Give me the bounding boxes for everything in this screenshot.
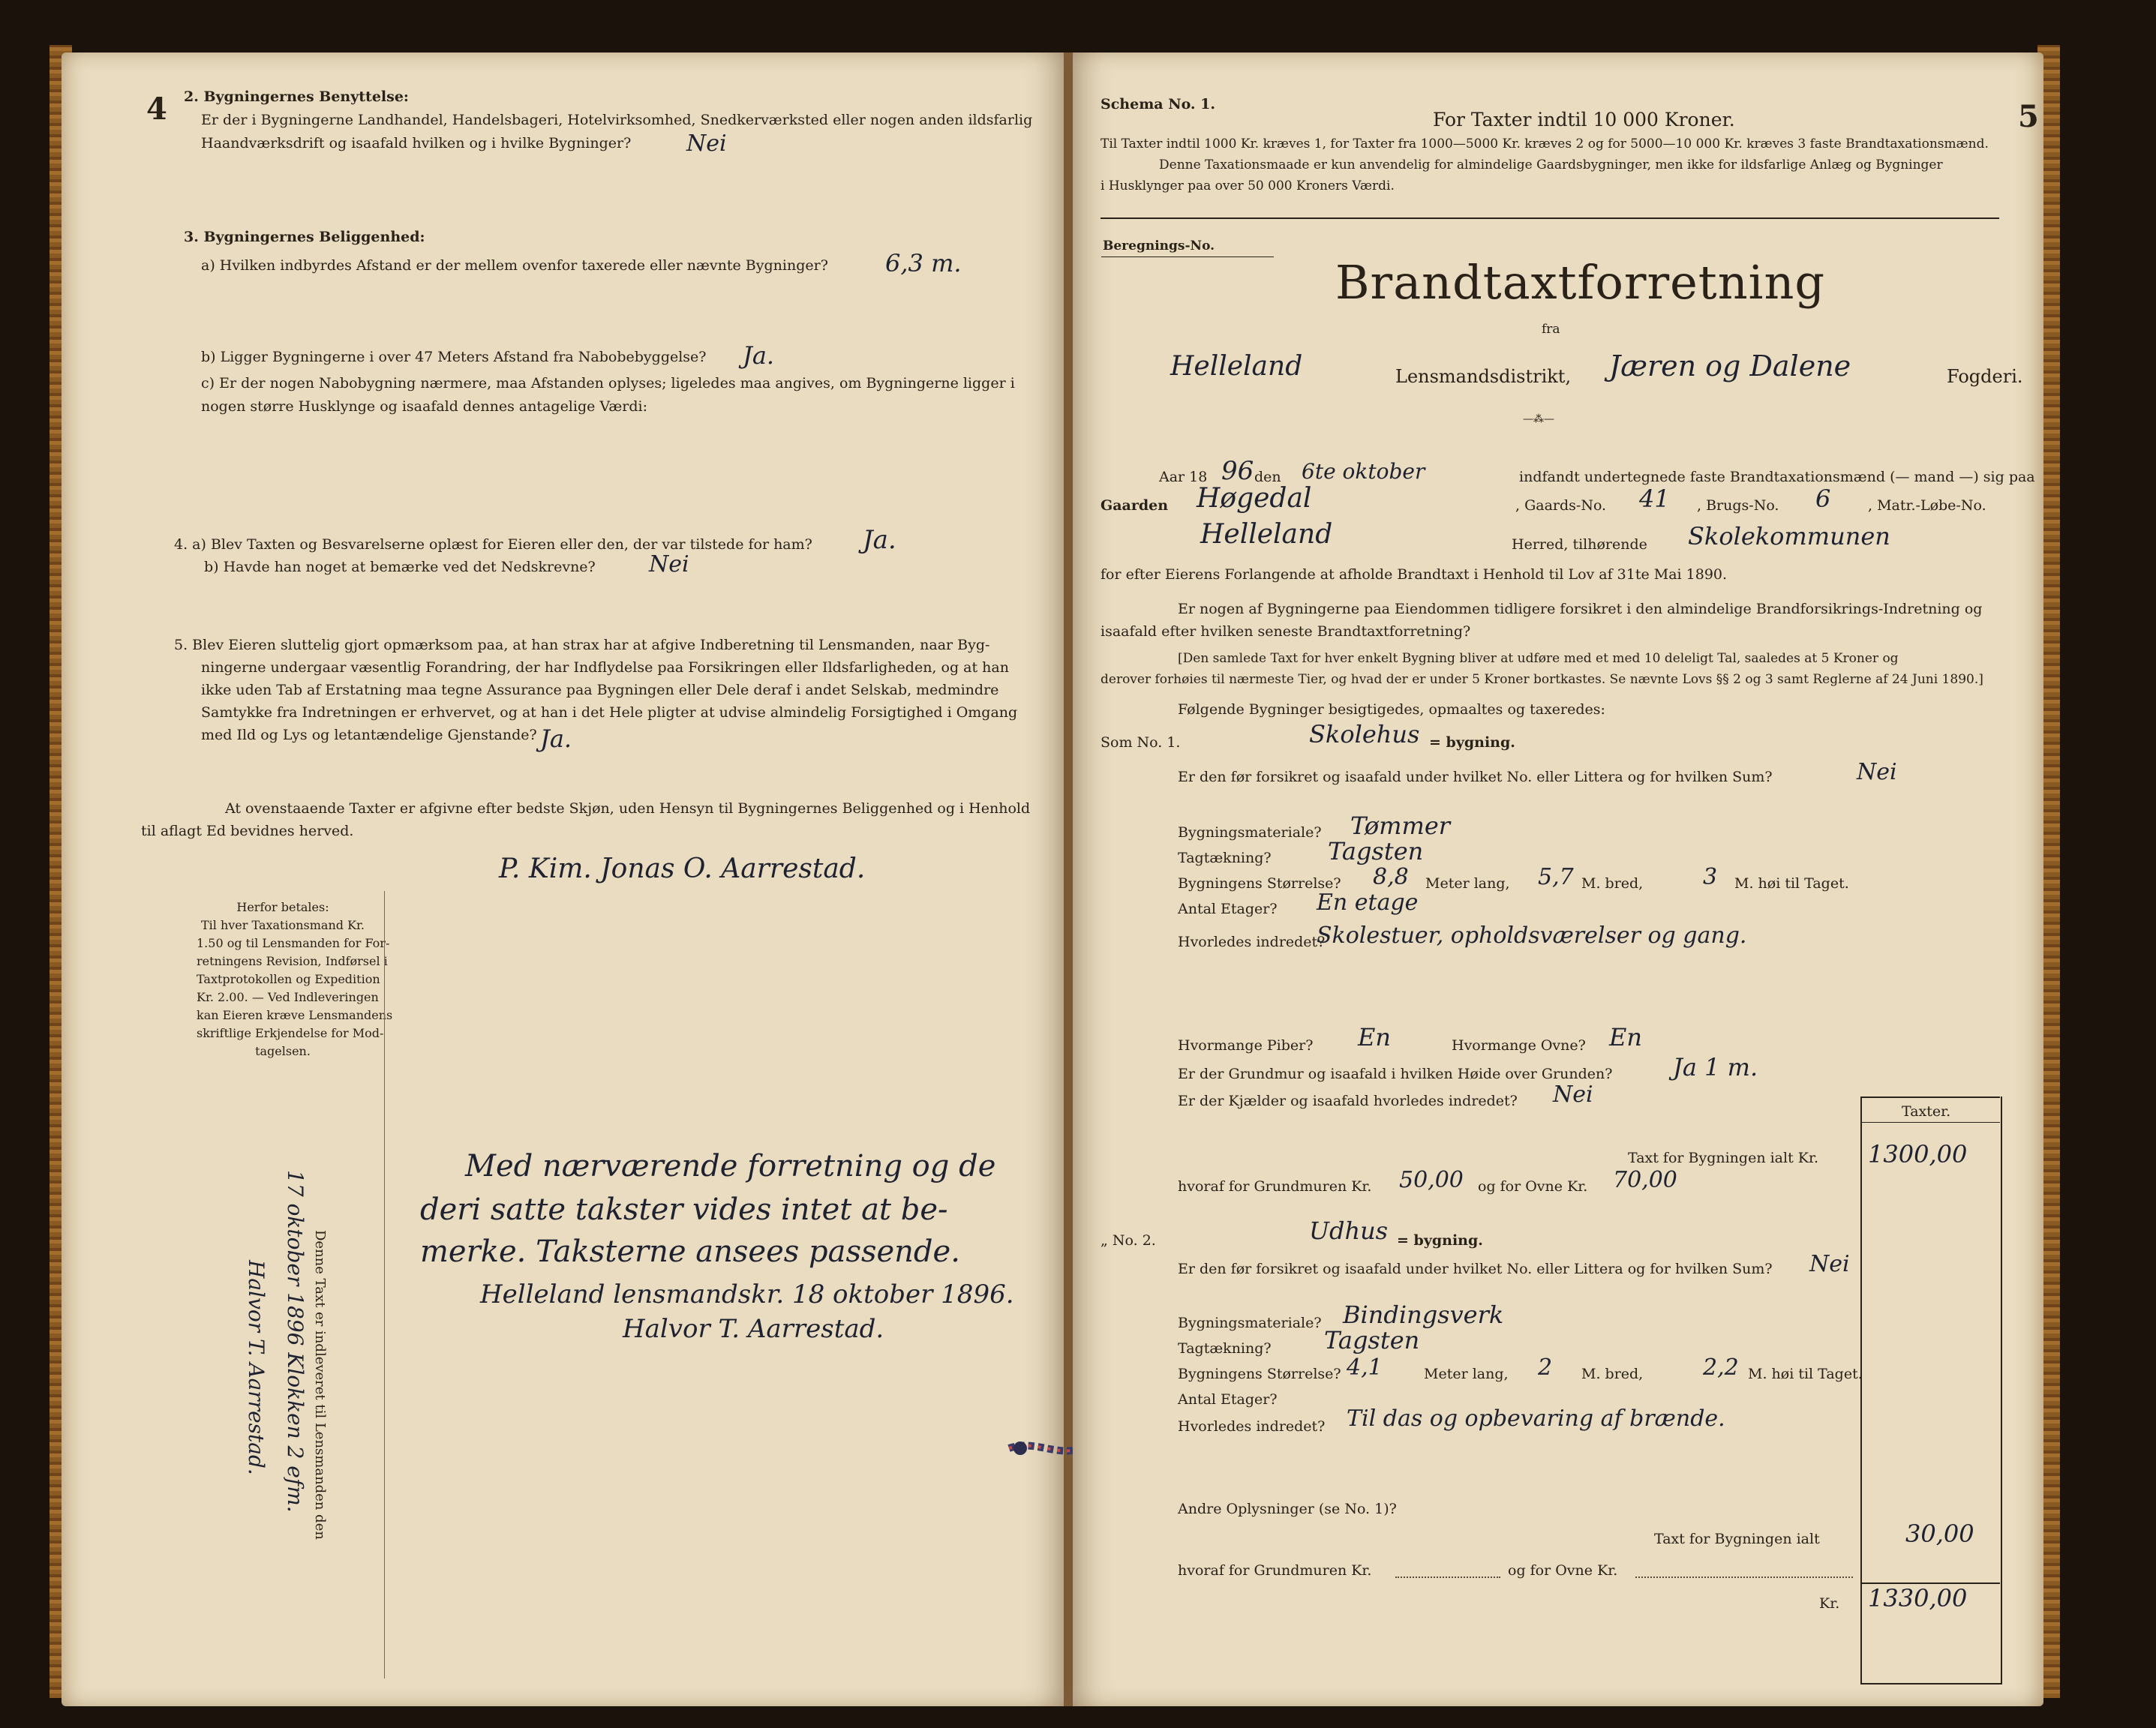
lensmand-note-line3: merke. Taksterne ansees passende.: [420, 1234, 960, 1269]
building2-meter-lang: Meter lang,: [1424, 1366, 1509, 1382]
q4a-answer: Ja.: [863, 525, 896, 555]
vertical-receipt-signature: Halvor T. Aarrestad.: [244, 1260, 269, 1475]
fogderi-label: Fogderi.: [1947, 366, 2023, 387]
building1-height: 3: [1703, 864, 1718, 890]
building2-height: 2,2: [1703, 1354, 1739, 1381]
building1-ovne-kr-label: og for Ovne Kr.: [1478, 1178, 1588, 1195]
fee-line: 1.50 og til Lensmanden for For-: [197, 936, 390, 950]
gaarden-label: Gaarden: [1101, 497, 1169, 514]
building1-grundmur: Ja 1 m.: [1673, 1053, 1758, 1082]
q4b-answer: Nei: [649, 551, 689, 578]
building1-material: Tømmer: [1350, 812, 1451, 840]
building1-width: 5,7: [1538, 864, 1574, 890]
den-label: den: [1254, 469, 1281, 485]
building2-ovne-kr-label: og for Ovne Kr.: [1508, 1562, 1618, 1579]
building1-ovne-label: Hvormange Ovne?: [1452, 1037, 1586, 1054]
fra-label: fra: [1542, 322, 1560, 337]
divider-ornament: —⁂—: [1523, 413, 1554, 425]
building2-material-label: Bygningsmateriale?: [1178, 1315, 1322, 1331]
building2-indret-label: Hvorledes indredet?: [1178, 1418, 1326, 1435]
schema-label: Schema No. 1.: [1101, 96, 1215, 112]
building1-indret: Skolestuer, opholdsværelser og gang.: [1317, 922, 1747, 949]
building1-grundmur-label: Er der Grundmur og isaafald i hvilken Høide over Grunden?: [1178, 1066, 1613, 1082]
q4b-question: b) Havde han noget at bemærke ved det Nedskrevne?: [204, 559, 596, 575]
building1-forsikret-answer: Nei: [1857, 759, 1897, 785]
herred-name: Helleland: [1200, 519, 1333, 550]
building1-ovne-kr: 70,00: [1613, 1167, 1677, 1193]
building1-meter-lang: Meter lang,: [1425, 875, 1510, 892]
q5-line: ningerne undergaar væsentlig Forandring, der har Indflydelse paa Forsikringen eller Ildsfarligheden, og at han: [201, 659, 1009, 676]
building1-forsikret-question: Er den før forsikret og isaafald under hvilket No. eller Littera og for hvilken Sum?: [1178, 769, 1773, 785]
lensmand-note-line2: deri satte takster vides intet at be-: [420, 1192, 948, 1227]
fee-line: Taxtprotokollen og Expedition: [197, 972, 380, 986]
vertical-receipt-printed: Denne Taxt er indleveret til Lensmanden den: [312, 1230, 328, 1540]
document-title: Brandtaxtforretning: [1335, 255, 1826, 310]
fogderi-name: Jæren og Dalene: [1609, 350, 1851, 382]
taxter-header: Taxter.: [1902, 1103, 1951, 1120]
q3b-question: b) Ligger Bygningerne i over 47 Meters Afstand fra Nabobebyggelse?: [201, 349, 707, 365]
building1-hvoraf-label: hvoraf for Grundmuren Kr.: [1178, 1178, 1372, 1195]
q3b-answer: Ja.: [743, 341, 775, 370]
building2-m-bred: M. bred,: [1581, 1366, 1644, 1382]
q5-answer: Ja.: [540, 724, 572, 753]
q5-block: [174, 634, 1018, 743]
intro-line3: i Husklynger paa over 50 000 Kroners Værdi.: [1101, 178, 1395, 194]
building1-m-hoi: M. høi til Taget.: [1734, 875, 1849, 892]
intro-line1: Til Taxter indtil 1000 Kr. kræves 1, for Taxter fra 1000—5000 Kr. kræves 2 og for 5000—10 000 Kr. kræves 3 faste Brandtaxationsmænd.: [1101, 136, 1989, 152]
schema-heading: For Taxter indtil 10 000 Kroner.: [1433, 109, 1735, 130]
q5-line: med Ild og Lys og letantændelige Gjenstande?: [201, 727, 537, 743]
building2-m-hoi: M. høi til Taget.: [1748, 1366, 1863, 1382]
fee-line: Kr. 2.00. — Ved Indleveringen: [197, 990, 379, 1004]
q3a-answer: 6,3 m.: [885, 249, 962, 278]
q3c-line2: nogen større Husklynge og isaafald dennes antagelige Værdi:: [201, 398, 647, 415]
building1-ovne: En: [1609, 1023, 1642, 1052]
building2-name: Udhus: [1309, 1216, 1389, 1245]
q5-line: 5. Blev Eieren sluttelig gjort opmærksom paa, at han strax har at afgive Indberetning til Lensmanden, naar Byg-: [174, 637, 990, 653]
rounding-rule-line1: [Den samlede Taxt for hver enkelt Bygning bliver at udføre med et med 10 deleligt Tal, saaledes at 5 Kroner og: [1178, 651, 1899, 666]
taxter-subheader-rule: [1860, 1122, 2000, 1123]
intro-line2: Denne Taxationsmaade er kun anvendelig for almindelige Gaardsbygninger, men ikke for ildsfarlige Anlæg og Bygninger: [1159, 158, 1943, 172]
owner-name: Skolekommunen: [1688, 522, 1890, 550]
gaards-no-value: 41: [1639, 484, 1670, 513]
building2-forsikret-answer: Nei: [1809, 1251, 1850, 1277]
building2-indret: Til das og opbevaring af brænde.: [1347, 1406, 1725, 1432]
building2-taxt-label: Taxt for Bygningen ialt: [1654, 1531, 1820, 1547]
building2-length: 4,1: [1347, 1354, 1383, 1381]
building1-length: 8,8: [1373, 864, 1409, 890]
lensmand-note-line4: Helleland lensmandskr. 18 oktober 1896.: [480, 1280, 1014, 1310]
building2-roof-label: Tagtækning?: [1178, 1340, 1272, 1357]
brugs-no-value: 6: [1815, 484, 1831, 513]
header-rule: [1101, 218, 1999, 219]
q5-line: Samtykke fra Indretningen er erhvervet, og at han i det Hele pligter at udvise almindelig Forsigtighed i Omgang: [201, 704, 1018, 721]
building2-size-label: Bygningens Størrelse?: [1178, 1366, 1341, 1382]
q3a-question: a) Hvilken indbyrdes Afstand er der mellem ovenfor taxerede eller nævnte Bygninger?: [201, 257, 828, 274]
building1-etager-label: Antal Etager?: [1178, 901, 1278, 917]
fee-divider: [384, 891, 385, 1678]
building2-width: 2: [1538, 1354, 1553, 1381]
matr-no-label: , Matr.-Løbe-No.: [1868, 497, 1986, 514]
fee-line: retningens Revision, Indførsel i: [197, 954, 388, 968]
taxation-signatures: P. Kim. Jonas O. Aarrestad.: [499, 854, 866, 884]
district-name: Helleland: [1170, 351, 1303, 382]
fee-line: Til hver Taxationsmand Kr.: [200, 918, 365, 932]
building2-grundmur-blank: [1395, 1576, 1500, 1578]
building1-roof: Tagsten: [1328, 837, 1424, 866]
forsikret-question-line1: Er nogen af Bygningerne paa Eiendommen tidligere forsikret i den almindelige Brandforsikrings-Indretning og: [1178, 601, 1983, 617]
right-page-number: 5: [2018, 99, 2039, 134]
building2-ovne-blank: [1635, 1576, 1853, 1578]
fee-heading: Herfor betales:: [236, 900, 329, 914]
building1-taxt-label: Taxt for Bygningen ialt Kr.: [1628, 1150, 1818, 1166]
q4a-question: 4. a) Blev Taxten og Besvarelserne oplæst for Eieren eller den, der var tilstede for ham?: [174, 536, 812, 553]
fee-line: skriftlige Erkjendelse for Mod-: [197, 1026, 384, 1040]
building2-taxt-value: 30,00: [1905, 1520, 1974, 1548]
gaarden-name: Høgedal: [1197, 483, 1312, 514]
building1-taxt-value: 1300,00: [1868, 1140, 1968, 1168]
building1-etager: En etage: [1317, 890, 1419, 916]
left-page-number: 4: [146, 92, 167, 127]
lensmand-note-line1: Med nærværende forretning og de: [465, 1149, 996, 1184]
building2-forsikret-question: Er den før forsikret og isaafald under hvilket No. eller Littera og for hvilken Sum?: [1178, 1261, 1773, 1277]
year-value: 96: [1221, 456, 1254, 486]
vertical-receipt-date: 17 oktober 1896 Klokken 2 efm.: [283, 1170, 308, 1513]
building1-m-bred: M. bred,: [1581, 875, 1644, 892]
building1-grundmur-kr: 50,00: [1399, 1167, 1464, 1193]
building2-material: Bindingsverk: [1343, 1300, 1504, 1329]
q2-heading: 2. Bygningernes Benyttelse:: [184, 88, 409, 105]
fee-line: tagelsen.: [255, 1044, 311, 1058]
rounding-rule-line2: derover forhøies til nærmeste Tier, og hvad der er under 5 Kroner bortkastes. Se nævnte Lovs §§ 2 og 3 samt Reglerne af 24 Juni 1890.]: [1101, 672, 1983, 687]
building1-roof-label: Tagtækning?: [1178, 850, 1272, 866]
q2-line2: Haandværksdrift og isaafald hvilken og i hvilke Bygninger?: [201, 135, 632, 152]
building1-name: Skolehus: [1309, 720, 1420, 748]
building1-piber-label: Hvormange Piber?: [1178, 1037, 1314, 1054]
lensmand-note-line5: Halvor T. Aarrestad.: [623, 1314, 884, 1344]
building1-piber: En: [1358, 1023, 1391, 1052]
building2-suffix: = bygning.: [1397, 1232, 1483, 1249]
beregnings-no: Beregnings-No.: [1103, 238, 1215, 254]
folgende-text: Følgende Bygninger besigtigedes, opmaaltes og taxeredes:: [1178, 701, 1605, 718]
total-label: Kr.: [1819, 1595, 1840, 1612]
building1-suffix: = bygning.: [1429, 734, 1515, 751]
q2-line1: Er der i Bygningerne Landhandel, Handelsbageri, Hotelvirksomhed, Snedkerværksted eller nogen anden ildsfarlig: [201, 112, 1033, 128]
building1-number: Som No. 1.: [1101, 734, 1181, 751]
q2-answer: Nei: [686, 130, 727, 157]
indfandt-text: indfandt undertegnede faste Brandtaxationsmænd (— mand —) sig paa: [1519, 469, 2035, 485]
building2-hvoraf-label: hvoraf for Grundmuren Kr.: [1178, 1562, 1372, 1579]
forsikret-question-line2: isaafald efter hvilken seneste Brandtaxtforretning?: [1101, 623, 1471, 640]
district-label: Lensmandsdistrikt,: [1395, 366, 1572, 387]
herred-label: Herred, tilhørende: [1512, 536, 1647, 553]
building2-number: „ No. 2.: [1101, 1232, 1156, 1249]
fee-note: [197, 898, 393, 1060]
building2-etager-label: Antal Etager?: [1178, 1391, 1278, 1408]
gaards-no-label: , Gaards-No.: [1515, 497, 1607, 514]
building1-size-label: Bygningens Størrelse?: [1178, 875, 1341, 892]
q3c-line1: c) Er der nogen Nabobygning nærmere, maa Afstanden oplyses; ligeledes maa angives, om Bygningerne ligger i: [201, 375, 1015, 392]
beregnings-rule: [1101, 256, 1274, 257]
building1-indret-label: Hvorledes indredet?: [1178, 934, 1326, 950]
building1-kjelder: Nei: [1553, 1082, 1593, 1108]
brugs-no-label: , Brugs-No.: [1697, 497, 1779, 514]
q3-heading: 3. Bygningernes Beliggenhed:: [184, 229, 425, 245]
building1-kjelder-label: Er der Kjælder og isaafald hvorledes indredet?: [1178, 1093, 1518, 1109]
year-prefix: Aar 18: [1159, 469, 1208, 485]
total-value: 1330,00: [1868, 1584, 1968, 1612]
building1-material-label: Bygningsmateriale?: [1178, 824, 1322, 841]
date-value: 6te oktober: [1302, 459, 1425, 484]
fee-line: kan Eieren kræve Lensmandens: [197, 1008, 393, 1022]
closing-line2: til aflagt Ed bevidnes herved.: [141, 823, 354, 839]
taxter-header-rule: [1860, 1096, 2000, 1098]
building2-andre-label: Andre Oplysninger (se No. 1)?: [1178, 1501, 1397, 1517]
building2-roof: Tagsten: [1324, 1326, 1420, 1354]
forlangende-text: for efter Eierens Forlangende at afholde Brandtaxt i Henhold til Lov af 31te Mai 1890.: [1101, 566, 1728, 583]
closing-line1: At ovenstaaende Taxter er afgivne efter bedste Skjøn, uden Hensyn til Bygningernes Beliggenhed og i Henhold: [225, 800, 1031, 817]
q5-line: ikke uden Tab af Erstatning maa tegne Assurance paa Bygningen eller Dele deraf i andet Selskab, medmindre: [201, 682, 999, 698]
